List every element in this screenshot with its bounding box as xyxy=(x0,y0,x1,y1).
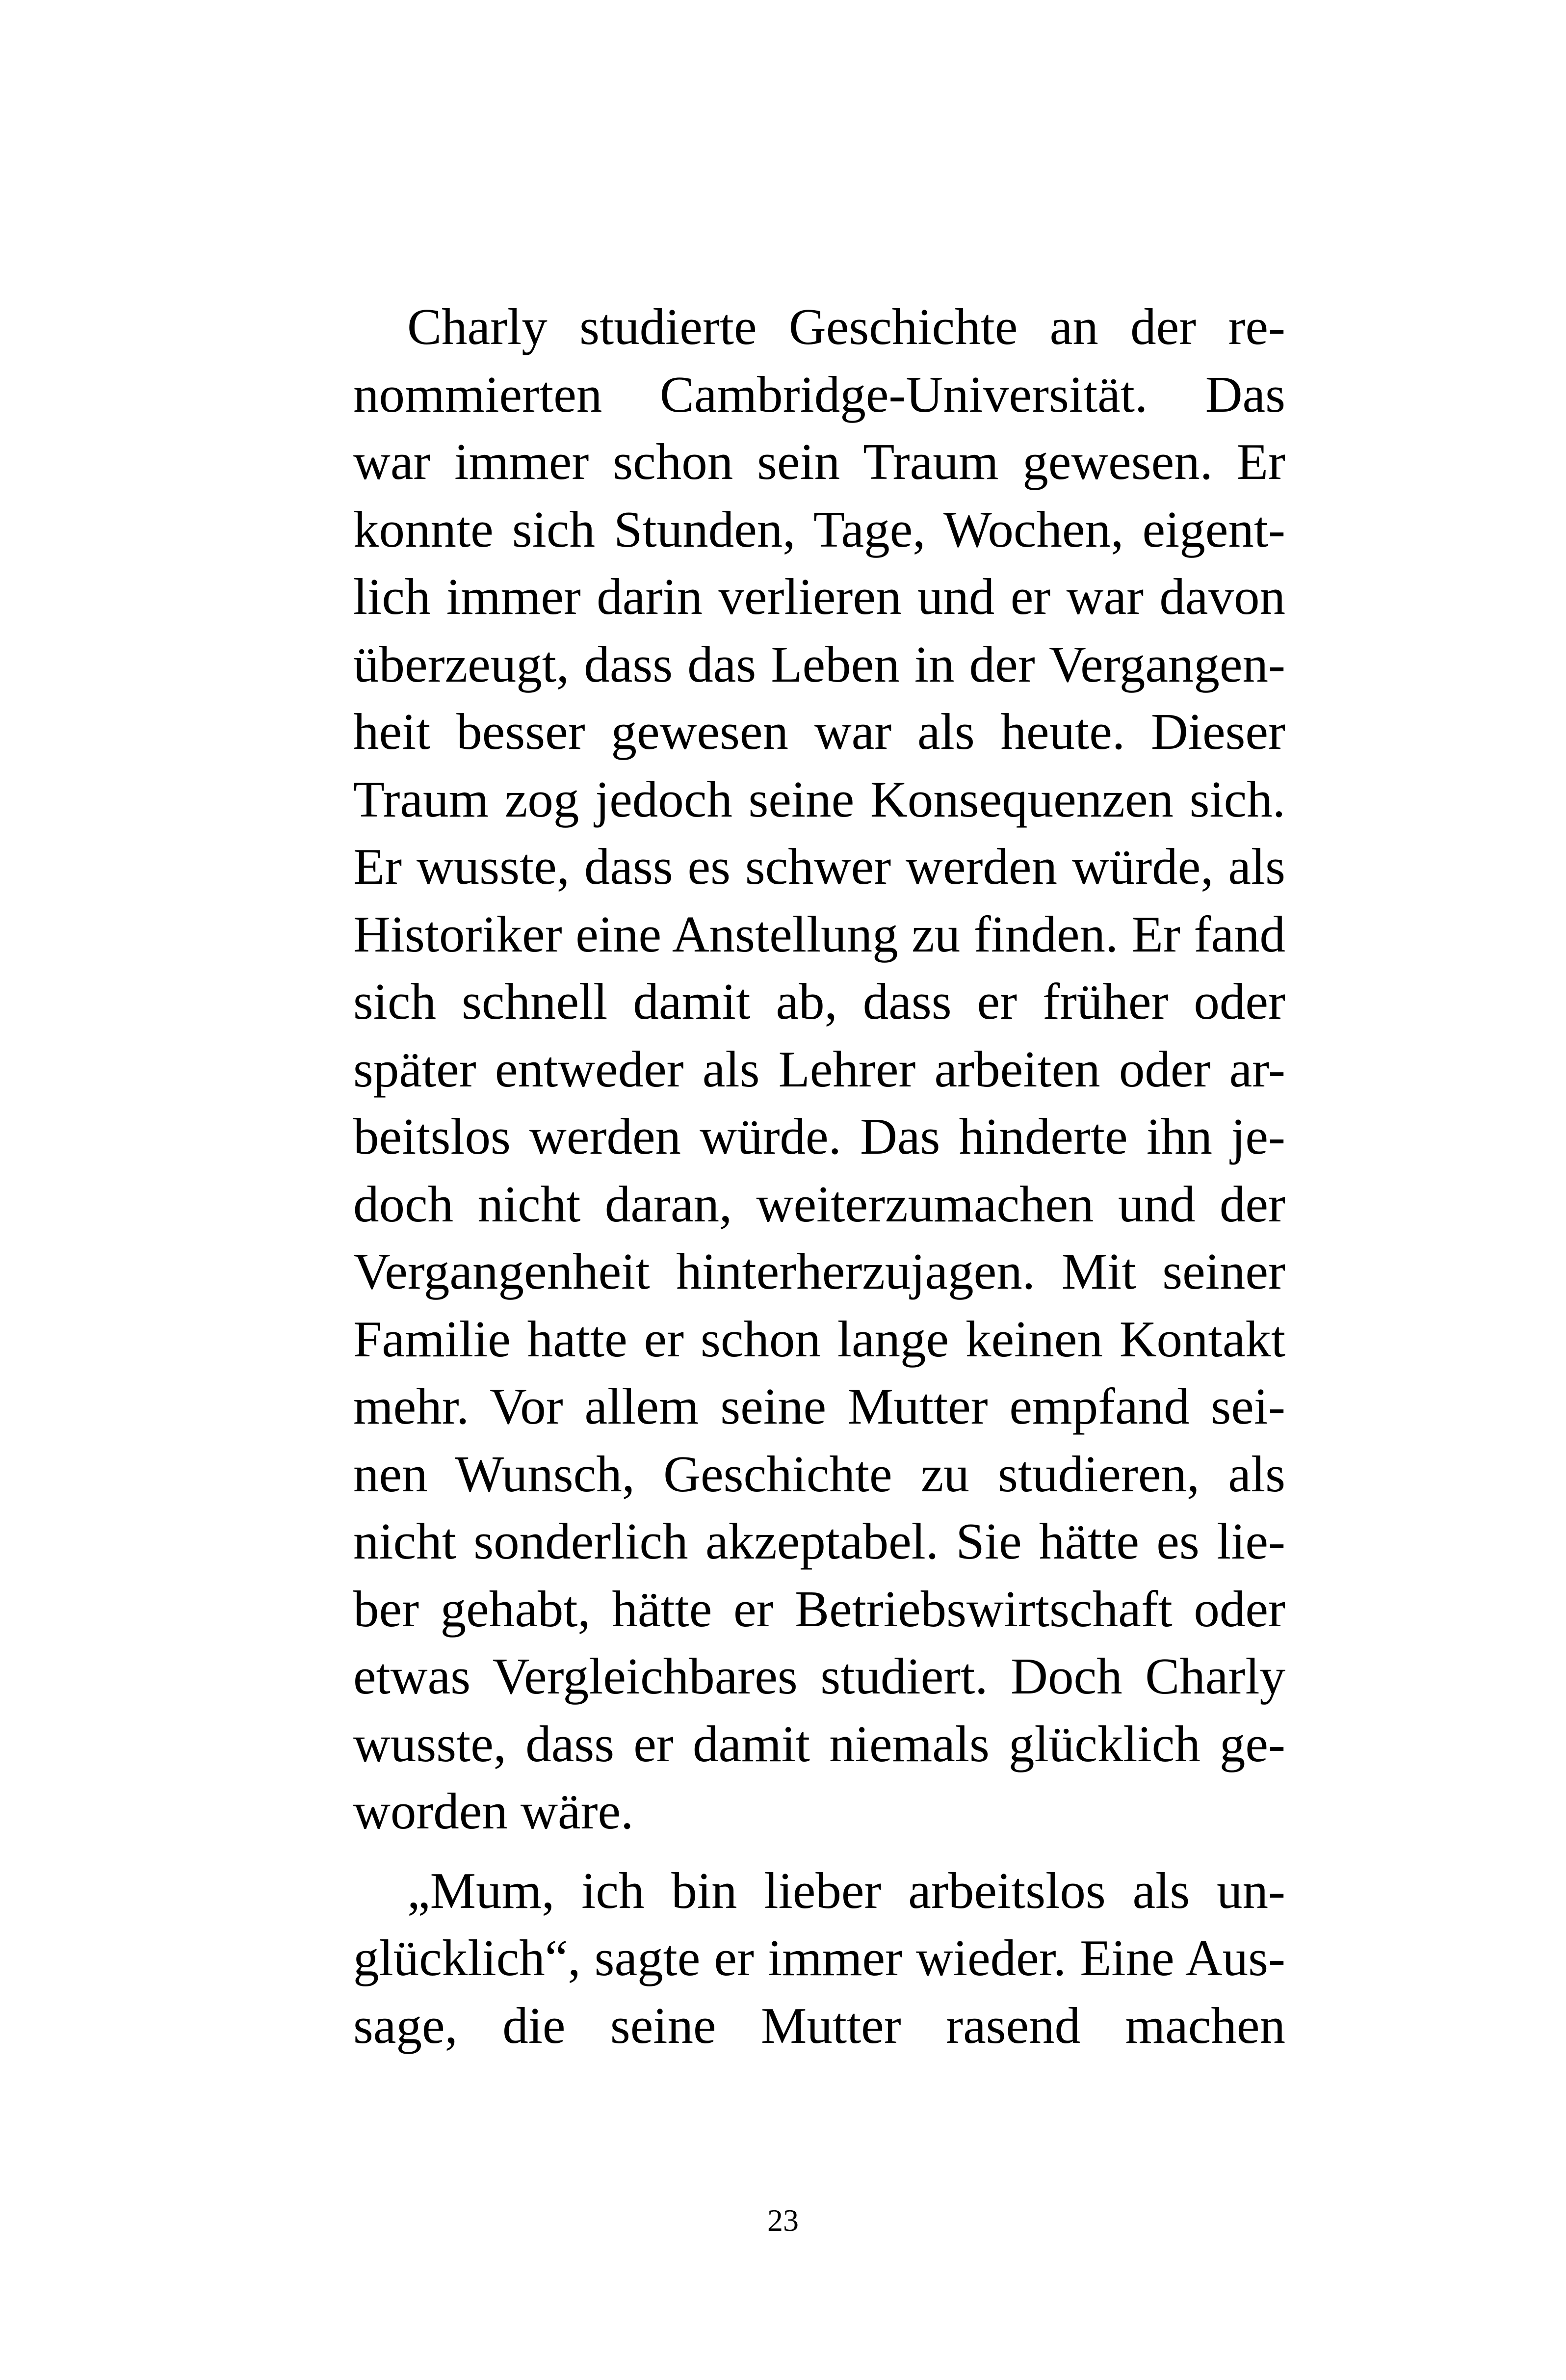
text-line: ber gehabt, hätte er Betriebswirtschaft oder xyxy=(353,1580,1285,1638)
page-number: 23 xyxy=(767,2203,799,2238)
text-line: Familie hatte er schon lange keinen Kontakt xyxy=(353,1310,1285,1368)
text-line: Vergangenheit hinterherzujagen. Mit seiner xyxy=(353,1243,1285,1300)
text-line: lich immer darin verlieren und er war davon xyxy=(353,568,1285,625)
text-line: sich schnell damit ab, dass er früher oder xyxy=(353,973,1285,1030)
text-line: worden wäre. xyxy=(353,1782,634,1840)
text-line: mehr. Vor allem seine Mutter empfand sei- xyxy=(353,1377,1285,1435)
text-line: nommierten Cambridge-Universität. Das xyxy=(353,365,1285,423)
text-line: war immer schon sein Traum gewesen. Er xyxy=(353,433,1285,490)
text-line: glücklich“, sagte er immer wieder. Eine Aus- xyxy=(353,1929,1285,1986)
text-line: doch nicht daran, weiterzumachen und der xyxy=(353,1175,1285,1233)
text-line: Er wusste, dass es schwer werden würde, als xyxy=(353,838,1285,895)
text-line: „Mum, ich bin lieber arbeitslos als un- xyxy=(407,1861,1285,1919)
text-line: Traum zog jedoch seine Konsequenzen sich. xyxy=(353,770,1285,828)
text-line: Charly studierte Geschichte an der re- xyxy=(407,298,1285,355)
text-line: überzeugt, dass das Leben in der Vergangen- xyxy=(353,635,1285,693)
text-line: nen Wunsch, Geschichte zu studieren, als xyxy=(353,1445,1285,1503)
text-line: beitslos werden würde. Das hinderte ihn je- xyxy=(353,1108,1285,1165)
text-line: nicht sonderlich akzeptabel. Sie hätte es lie- xyxy=(353,1512,1285,1570)
body-text xyxy=(353,293,1285,2059)
text-line: konnte sich Stunden, Tage, Wochen, eigent- xyxy=(353,500,1285,558)
text-line: sage, die seine Mutter rasend machen xyxy=(353,1996,1285,2054)
text-line: wusste, dass er damit niemals glücklich ge- xyxy=(353,1715,1285,1772)
text-line: Historiker eine Anstellung zu finden. Er fand xyxy=(353,905,1285,963)
text-line: später entweder als Lehrer arbeiten oder ar- xyxy=(353,1040,1285,1098)
text-line: heit besser gewesen war als heute. Dieser xyxy=(353,703,1285,760)
text-line: etwas Vergleichbares studiert. Doch Charly xyxy=(353,1647,1285,1705)
